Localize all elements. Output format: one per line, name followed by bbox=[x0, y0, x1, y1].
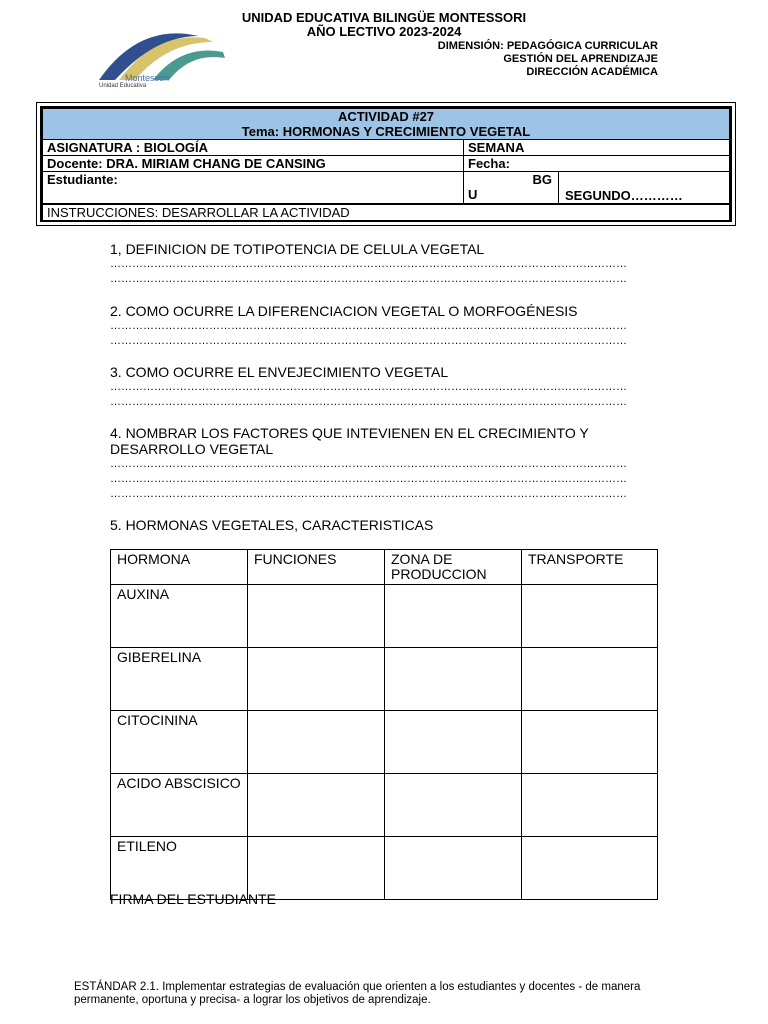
answer-cell[interactable] bbox=[522, 774, 658, 837]
dimension-label: DIMENSIÓN: PEDAGÓGICA CURRICULAR bbox=[437, 40, 658, 52]
activity-topic: Tema: HORMONAS Y CRECIMIENTO VEGETAL bbox=[241, 124, 531, 139]
header-right bbox=[438, 40, 658, 79]
u-label: U bbox=[468, 187, 478, 202]
question-4-text: 4. NOMBRAR LOS FACTORES QUE INTEVIENEN EN EL CRECIMIENTO Y DESARROLLO VEGETAL bbox=[110, 425, 589, 457]
answer-cell[interactable] bbox=[248, 774, 385, 837]
gestion-label: GESTIÓN DEL APRENDIZAJE bbox=[503, 53, 658, 65]
question-3 bbox=[110, 364, 700, 410]
table-header-row bbox=[111, 550, 658, 585]
hormone-name: AUXINA bbox=[111, 585, 248, 648]
answer-cell[interactable] bbox=[385, 648, 522, 711]
question-2-text: 2. COMO OCURRE LA DIFERENCIACION VEGETAL O MORFOGÉNESIS bbox=[110, 303, 578, 319]
answer-cell[interactable] bbox=[248, 648, 385, 711]
hormone-name: ETILENO bbox=[111, 837, 248, 900]
answer-line[interactable]: …………………………………………………………………………………………………………………………… bbox=[110, 320, 627, 332]
school-name: UNIDAD EDUCATIVA BILINGÜE MONTESSORI bbox=[241, 10, 527, 25]
direccion-label: DIRECCIÓN ACADÉMICA bbox=[526, 66, 658, 78]
hormone-name: ACIDO ABSCISICO bbox=[111, 774, 248, 837]
instructions: INSTRUCCIONES: DESARROLLAR LA ACTIVIDAD bbox=[43, 204, 730, 221]
question-3-text: 3. COMO OCURRE EL ENVEJECIMIENTO VEGETAL bbox=[110, 364, 449, 380]
answer-cell[interactable] bbox=[385, 585, 522, 648]
question-5 bbox=[110, 517, 700, 533]
table-row bbox=[111, 648, 658, 711]
answer-cell[interactable] bbox=[385, 774, 522, 837]
student-signature-label: FIRMA DEL ESTUDIANTE bbox=[110, 891, 276, 907]
bgu-field bbox=[464, 172, 559, 205]
answer-line[interactable]: …………………………………………………………………………………………………………………………… bbox=[110, 396, 627, 408]
answer-line[interactable]: …………………………………………………………………………………………………………………………… bbox=[110, 258, 627, 270]
question-2 bbox=[110, 303, 700, 349]
activity-number: ACTIVIDAD #27 bbox=[337, 109, 435, 124]
answer-cell[interactable] bbox=[385, 837, 522, 900]
header-zona: ZONA DE PRODUCCION bbox=[385, 550, 522, 585]
answer-cell[interactable] bbox=[522, 837, 658, 900]
table-row bbox=[111, 774, 658, 837]
student-field[interactable]: Estudiante: bbox=[43, 172, 464, 205]
activity-info-box bbox=[36, 102, 736, 226]
answer-line[interactable]: …………………………………………………………………………………………………………………………… bbox=[110, 473, 627, 485]
answer-line[interactable]: …………………………………………………………………………………………………………………………… bbox=[110, 381, 627, 393]
table-row bbox=[111, 585, 658, 648]
answer-line[interactable]: …………………………………………………………………………………………………………………………… bbox=[110, 458, 627, 470]
logo-subtext: Unidad Educativa bbox=[99, 83, 147, 88]
date-field[interactable]: Fecha: bbox=[464, 156, 730, 172]
standard-footnote: ESTÁNDAR 2.1. Implementar estrategias de evaluación que orienten a los estudiantes y docentes - de manera permanente, oportuna y precisa- a lograr los objetivos de aprendizaje. bbox=[74, 981, 641, 1006]
question-5-text: 5. HORMONAS VEGETALES, CARACTERISTICAS bbox=[110, 517, 434, 533]
activity-header bbox=[43, 109, 730, 140]
answer-cell[interactable] bbox=[248, 585, 385, 648]
hormones-table bbox=[110, 549, 658, 900]
header-funciones: FUNCIONES bbox=[248, 550, 385, 585]
answer-line[interactable]: …………………………………………………………………………………………………………………………… bbox=[110, 488, 627, 500]
hormone-name: GIBERELINA bbox=[111, 648, 248, 711]
question-4 bbox=[110, 425, 630, 502]
bg-label: BG bbox=[532, 172, 552, 187]
header-transporte: TRANSPORTE bbox=[522, 550, 658, 585]
week-field[interactable]: SEMANA bbox=[464, 140, 730, 156]
answer-cell[interactable] bbox=[385, 711, 522, 774]
hormone-name: CITOCININA bbox=[111, 711, 248, 774]
answer-line[interactable]: …………………………………………………………………………………………………………………………… bbox=[110, 335, 627, 347]
question-1-text: 1, DEFINICION DE TOTIPOTENCIA DE CELULA VEGETAL bbox=[110, 241, 485, 257]
subject-field: ASIGNATURA : BIOLOGÍA bbox=[43, 140, 464, 156]
question-1 bbox=[110, 241, 700, 287]
school-year: AÑO LECTIVO 2023-2024 bbox=[306, 24, 462, 39]
table-row bbox=[111, 711, 658, 774]
answer-cell[interactable] bbox=[522, 711, 658, 774]
answer-cell[interactable] bbox=[522, 648, 658, 711]
header-hormona: HORMONA bbox=[111, 550, 248, 585]
answer-cell[interactable] bbox=[248, 711, 385, 774]
logo-text: Montessori bbox=[125, 73, 170, 83]
course-field[interactable]: SEGUNDO………… bbox=[559, 172, 730, 205]
answer-cell[interactable] bbox=[522, 585, 658, 648]
answer-line[interactable]: …………………………………………………………………………………………………………………………… bbox=[110, 273, 627, 285]
school-logo bbox=[95, 26, 227, 88]
activity-info-table bbox=[42, 108, 730, 221]
teacher-field: Docente: DRA. MIRIAM CHANG DE CANSING bbox=[43, 156, 464, 172]
